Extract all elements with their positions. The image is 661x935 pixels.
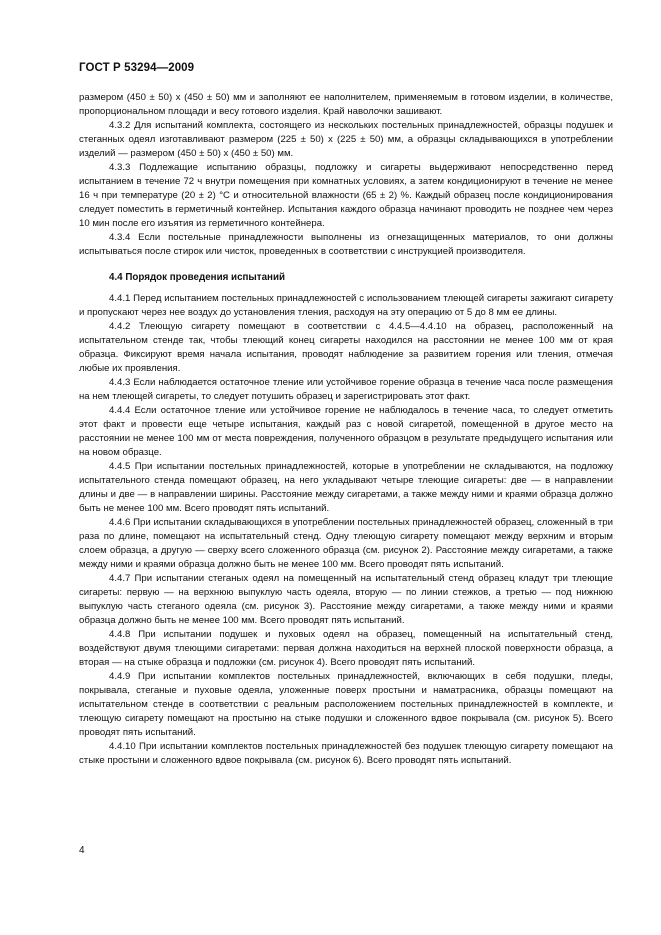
paragraph-4-4-8: 4.4.8 При испытании подушек и пуховых одеял на образец, помещенный на испытательный стенд, воздействуют двумя тлеющими сигаретами: первая должна находиться на верхней плоской поверхности образца, а вторая — на стыке образца и подложки (см. рисунок 4). Всего проводят пять испытаний.: [79, 629, 613, 668]
paragraph-4-4-5: 4.4.5 При испытании постельных принадлежностей, которые в употреблении не складываются, на подложку испытательного стенда помещают образец, на него укладывают четыре тлеющие сигареты: две — в направлении длины и две — в направлении ширины. Расстояние между сигаретами, а также между ними и краями образца должно быть не менее 100 мм. Всего проводят пять испытаний.: [79, 461, 613, 514]
paragraph-4-4-7: 4.4.7 При испытании стеганых одеял на помещенный на испытательный стенд образец кладут три тлеющие сигареты: первую — на верхнюю выпуклую часть одеяла, вторую — по линии стежков, а третью — под нижнюю выпуклую часть стеганого одеяла (см. рисунок 3). Расстояние между сигаретами, а также между ними и краями образца должно быть не менее 100 мм. Всего проводят пять испытаний.: [79, 573, 613, 626]
document-body: [79, 91, 613, 768]
section-heading-4-4: 4.4 Порядок проведения испытаний: [109, 272, 286, 283]
page-number: 4: [79, 845, 85, 856]
paragraph-4-3-3: 4.3.3 Подлежащие испытанию образцы, подложку и сигареты выдерживают непосредственно перед испытанием в течение 72 ч внутри помещения при комнатных условиях, а затем кондиционируют в течение не менее 16 ч при температуре (20 ± 2) °С и относительной влажности (65 ± 2) %. Каждый образец после кондиционирования следует поместить в герметичный контейнер. Испытания каждого образца начинают проводить не позднее чем через 10 мин после его изъятия из герметичного контейнера.: [79, 162, 613, 229]
paragraph-4-3-4: 4.3.4 Если постельные принадлежности выполнены из огнезащищенных материалов, то они должны испытываться после стирок или чисток, проведенных в соответствии с инструкцией производителя.: [79, 232, 613, 257]
paragraph-continuation: размером (450 ± 50) х (450 ± 50) мм и заполняют ее наполнителем, применяемым в готовом изделии, в количестве, пропорциональном площади и весу готового изделия. Край наволочки зашивают.: [79, 92, 613, 117]
document-header: ГОСТ Р 53294—2009: [79, 62, 195, 74]
paragraph-4-4-1: 4.4.1 Перед испытанием постельных принадлежностей с использованием тлеющей сигареты зажигают сигарету и пропускают через нее воздух до установления тления, расходуя на эту операцию от 5 до 8 мм ее длины.: [79, 293, 613, 318]
paragraph-4-4-2: 4.4.2 Тлеющую сигарету помещают в соответствии с 4.4.5—4.4.10 на образец, расположенный на испытательном стенде так, чтобы тлеющий конец сигареты находился на расстоянии не менее 100 мм от края образца. Фиксируют время начала испытания, проводят наблюдение за развитием горения или тления, отмечая любые их проявления.: [79, 321, 613, 374]
paragraph-4-4-4: 4.4.4 Если остаточное тление или устойчивое горение не наблюдалось в течение часа, то следует отметить этот факт и провести еще четыре испытания, каждый раз с новой сигаретой, помещенной в другое место на расстоянии не менее 100 мм от места повреждения, полученного образцом в результате предыдущего испытания или на новом образце.: [79, 405, 613, 458]
paragraph-4-4-10: 4.4.10 При испытании комплектов постельных принадлежностей без подушек тлеющую сигарету помещают на стыке простыни и сложенного вдвое покрывала (см. рисунок 6). Всего проводят пять испытаний.: [79, 741, 613, 766]
paragraph-4-4-9: 4.4.9 При испытании комплектов постельных принадлежностей, включающих в себя подушки, пледы, покрывала, стеганые и пуховые одеяла, уложенные поверх простыни и наматрасника, образцы помещают на испытательном стенде в соответствии с реальным расположением постельных принадлежностей в комплекте, и тлеющую сигарету помещают на простыню на стыке подушки и сложенного вдвое покрывала (см. рисунок 5). Всего проводят пять испытаний.: [79, 671, 613, 738]
paragraph-4-4-6: 4.4.6 При испытании складывающихся в употреблении постельных принадлежностей образец, сложенный в три раза по длине, помещают на испытательный стенд. Одну тлеющую сигарету помещают между верхним и вторым слоем образца, а другую — сверху всего сложенного образца (см. рисунок 2). Расстояние между сигаретами, а также между ними и краями образца должно быть не менее 100 мм. Всего проводят пять испытаний.: [79, 517, 613, 570]
paragraph-4-4-3: 4.4.3 Если наблюдается остаточное тление или устойчивое горение образца в течение часа после размещения на нем тлеющей сигареты, то следует потушить образец и зарегистрировать этот факт.: [79, 377, 613, 402]
paragraph-4-3-2: 4.3.2 Для испытаний комплекта, состоящего из нескольких постельных принадлежностей, образцы подушек и стеганных одеял изготавливают размером (225 ± 50) х (225 ± 50) мм, а образцы складывающихся в употреблении изделий — размером (450 ± 50) х (450 ± 50) мм.: [79, 120, 613, 159]
